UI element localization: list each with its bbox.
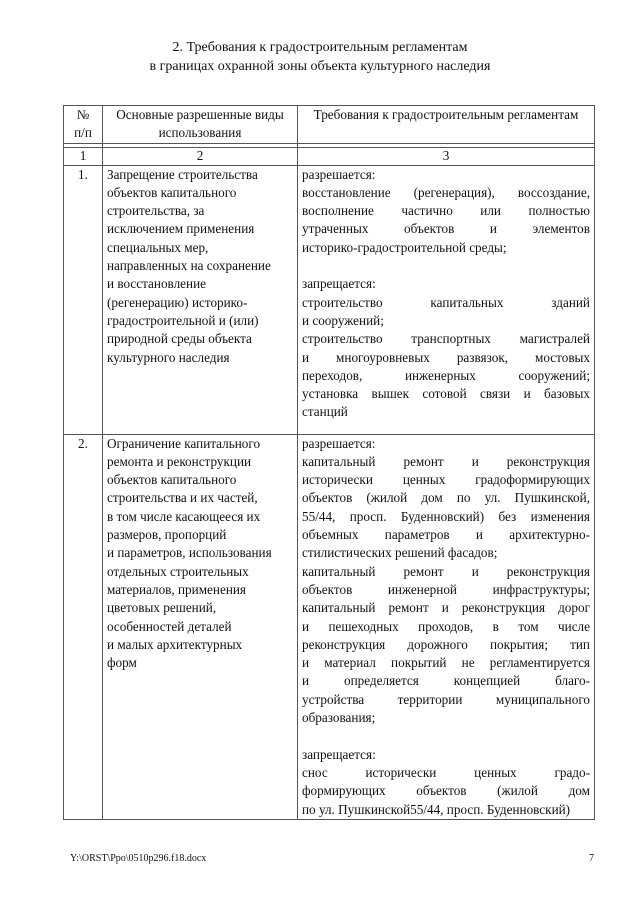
requirements-cell	[298, 434, 595, 819]
text-line: строительство транспортных магистралей	[302, 331, 590, 347]
text-line: капитальный ремонт и реконструкция	[302, 563, 590, 579]
requirements-cell	[298, 165, 595, 434]
text-line: установка вышек сотовой связи и базовых	[302, 386, 590, 402]
text-line: природной среды объекта	[107, 331, 252, 347]
section-title	[0, 38, 640, 76]
page-number: 7	[589, 853, 594, 864]
column-number: 3	[298, 147, 595, 165]
regulations-table	[63, 105, 595, 820]
blank-line	[302, 257, 590, 275]
text-line: реконструкция дорожного покрытия; тип	[302, 636, 590, 652]
text-line: специальных мер,	[107, 239, 209, 255]
text-line: запрещается:	[302, 276, 376, 292]
text-line: 55/44, просп. Буденновский) без изменения	[302, 508, 590, 524]
text-line: и определяется концепцией благо-	[302, 673, 590, 689]
text-line: особенностей деталей	[107, 618, 232, 634]
text-line: и сооружений;	[302, 312, 384, 328]
text-line: объемных параметров и архитектурно-	[302, 527, 590, 543]
text-line: Запрещение строительства	[107, 166, 258, 182]
text-line: снос исторически ценных градо-	[302, 764, 590, 780]
header-requirements: Требования к градостроительным регламентам	[298, 106, 595, 144]
text-line: и малых архитектурных	[107, 636, 243, 652]
text-line: стилистических решений фасадов;	[302, 545, 498, 561]
text-line: и параметров, использования	[107, 545, 272, 561]
text-line: строительства, за	[107, 203, 205, 219]
header-uses: Основные разрешенные виды использования	[103, 106, 298, 144]
text-line: материалов, применения	[107, 581, 246, 597]
text-line: объектов инженерной инфраструктуры;	[302, 581, 590, 597]
text-line: историко-градостроительной среды;	[302, 239, 507, 255]
text-line: строительство капитальных зданий	[302, 294, 590, 310]
text-line: устройства территории муниципального	[302, 691, 590, 707]
table-row	[64, 434, 595, 819]
text-line: утраченных объектов и элементов	[302, 221, 590, 237]
column-number-row	[64, 147, 595, 165]
text-line: ремонта и реконструкции	[107, 453, 252, 469]
text-line: и материал покрытий не регламентируется	[302, 655, 590, 671]
column-number: 1	[64, 147, 103, 165]
text-line: по ул. Пушкинской55/44, просп. Буденновский)	[302, 801, 571, 817]
text-line: формирующих объектов (жилой дом	[302, 783, 590, 799]
text-line: строительства и их частей,	[107, 490, 258, 506]
text-line: и многоуровневых развязок, мостовых	[302, 349, 590, 365]
header-number: № п/п	[64, 106, 103, 144]
title-line: в границах охранной зоны объекта культурного наследия	[149, 59, 491, 74]
column-number: 2	[103, 147, 298, 165]
blank-line	[302, 727, 590, 745]
text-line: объектов (жилой дом по ул. Пушкинской,	[302, 490, 590, 506]
text-line: капитальный ремонт и реконструкция	[302, 453, 590, 469]
title-line: 2. Требования к градостроительным регламентам	[172, 40, 468, 55]
text-line: исторически ценных градоформирующих	[302, 472, 590, 488]
text-line: Ограничение капитального	[107, 435, 261, 451]
text-line: в том числе касающееся их	[107, 508, 261, 524]
text-line: восполнение частично или полностью	[302, 203, 590, 219]
text-line: образования;	[302, 710, 376, 726]
text-line: исключением применения	[107, 221, 255, 237]
text-line: переходов, инженерных сооружений;	[302, 367, 590, 383]
text-line: цветовых решений,	[107, 600, 217, 616]
page-footer	[70, 853, 594, 864]
text-line: капитальный ремонт и реконструкция дорог	[302, 600, 590, 616]
text-line: градостроительной и (или)	[107, 312, 259, 328]
file-path: Y:\ORST\Ppo\0510p296.f18.docx	[70, 853, 207, 864]
text-line: и пешеходных проходов, в том числе	[302, 618, 590, 634]
text-line: направленных на сохранение	[107, 258, 271, 274]
row-number: 2.	[64, 434, 103, 819]
text-line: (регенерацию) историко-	[107, 294, 248, 310]
text-line: разрешается:	[302, 435, 376, 451]
text-line: отдельных строительных	[107, 563, 249, 579]
text-line: восстановление (регенерация), воссоздание,	[302, 184, 590, 200]
table-header-row	[64, 106, 595, 144]
text-line: станций	[302, 404, 348, 420]
row-number: 1.	[64, 165, 103, 434]
table-row	[64, 165, 595, 434]
text-line: объектов капитального	[107, 472, 237, 488]
text-line: разрешается:	[302, 166, 376, 182]
text-line: форм	[107, 655, 137, 671]
text-line: объектов капитального	[107, 184, 237, 200]
text-line: запрещается:	[302, 746, 376, 762]
text-line: культурного наследия	[107, 349, 230, 365]
use-cell	[103, 434, 298, 819]
text-line: и восстановление	[107, 276, 207, 292]
text-line: размеров, пропорций	[107, 527, 227, 543]
use-cell	[103, 165, 298, 434]
